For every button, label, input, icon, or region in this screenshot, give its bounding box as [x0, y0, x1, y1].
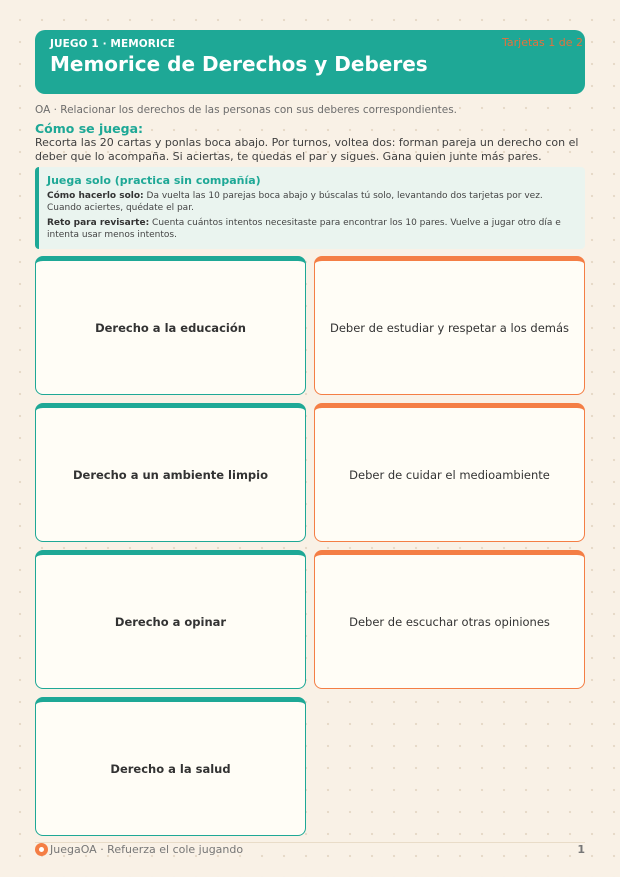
card-label: Derecho a opinar [114, 614, 227, 629]
solo-challenge-line [47, 217, 575, 241]
footer-brand: JuegaOA · Refuerza el cole jugando [50, 843, 244, 856]
page-header [35, 30, 585, 94]
card-duty-environment[interactable] [314, 403, 585, 542]
page-number: 1 [577, 843, 585, 856]
card-label: Derecho a la educación [95, 320, 246, 335]
card-duty-listen[interactable] [314, 550, 585, 689]
page-title: Memorice de Derechos y Deberes [50, 52, 428, 76]
how-to-title: Cómo se juega: [35, 121, 144, 136]
solo-how-text: Da vuelta las 10 parejas boca abajo y búscalas tú solo, levantando dos tarjetas por vez. Cuando aciertes, quédate el par. [47, 191, 543, 213]
game-kicker: JUEGO 1 · MEMORICE [50, 38, 176, 50]
brand-logo-icon [35, 843, 48, 856]
sheet-label: Tarjetas 1 de 2 [501, 36, 583, 49]
card-label: Deber de escuchar otras opiniones [349, 614, 550, 629]
learning-objective: OA · Relacionar los derechos de las personas con sus deberes correspondientes. [35, 104, 458, 116]
solo-how-label: Cómo hacerlo solo: [47, 191, 144, 201]
card-right-health[interactable] [35, 697, 306, 836]
card-label: Derecho a la salud [110, 761, 231, 776]
card-right-opinion[interactable] [35, 550, 306, 689]
how-to-text: Recorta las 20 cartas y ponlas boca abajo. Por turnos, voltea dos: forman pareja un derecho con el deber que lo acompaña. Si aciertas, te quedas el par y sigues. Gana quien junte más pares. [35, 136, 579, 163]
card-label: Derecho a un ambiente limpio [72, 467, 268, 482]
solo-challenge-label: Reto para revisarte: [47, 218, 150, 228]
solo-challenge-text: Cuenta cuántos intentos necesitaste para encontrar los 10 pares. Vuelve a jugar otro día e intenta usar menos intentos. [47, 218, 561, 240]
solo-how-line [47, 190, 575, 214]
card-right-environment[interactable] [35, 403, 306, 542]
card-label: Deber de cuidar el medioambiente [349, 467, 550, 482]
solo-title: Juega solo (practica sin compañía) [47, 174, 261, 187]
card-right-education[interactable] [35, 256, 306, 395]
solo-play-box [35, 167, 585, 249]
card-duty-study[interactable] [314, 256, 585, 395]
card-label: Deber de estudiar y respetar a los demás [329, 320, 570, 335]
